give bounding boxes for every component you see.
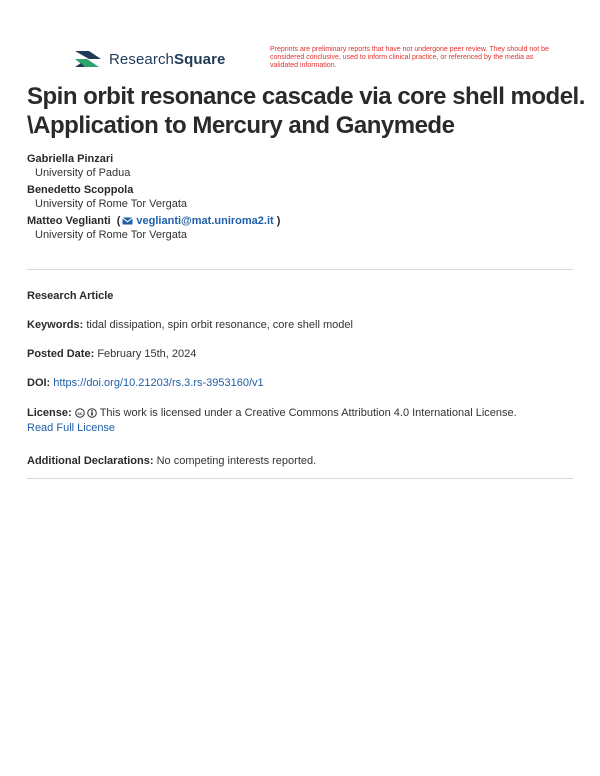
author-affiliation: University of Rome Tor Vergata bbox=[35, 198, 188, 210]
author-affiliation: University of Rome Tor Vergata bbox=[35, 229, 188, 241]
divider bbox=[27, 269, 573, 270]
doi-link[interactable]: https://doi.org/10.21203/rs.3.rs-3953160/v1 bbox=[53, 377, 264, 389]
additional-declarations: Additional Declarations: No competing interests reported. bbox=[27, 455, 317, 467]
author-name-row bbox=[27, 214, 280, 228]
posted-date: Posted Date: February 15th, 2024 bbox=[27, 348, 197, 360]
paper-title: Spin orbit resonance cascade via core shell model. \Application to Mercury and Ganymede bbox=[27, 83, 585, 139]
license: License: cc This work is licensed under a Creative Commons Attribution 4.0 International License. Read Full License bbox=[27, 407, 517, 434]
author-name: Gabriella Pinzari bbox=[27, 153, 114, 165]
svg-text:cc: cc bbox=[77, 411, 83, 416]
author-name: Matteo Veglianti bbox=[27, 215, 111, 227]
author-affiliation: University of Padua bbox=[35, 167, 131, 179]
author-email-link[interactable]: veglianti@mat.uniroma2.it bbox=[136, 215, 274, 227]
research-square-logo-icon bbox=[73, 48, 103, 70]
author bbox=[27, 183, 280, 211]
read-full-license-link[interactable]: Read Full License bbox=[27, 422, 116, 434]
author-list bbox=[27, 152, 280, 245]
author bbox=[27, 214, 280, 242]
author-email-wrap: ( veglianti@mat.uniroma2.it ) bbox=[116, 215, 281, 227]
cc-icon bbox=[75, 408, 85, 418]
preprint-disclaimer: Preprints are preliminary reports that have not undergone peer review. They should not be considered conclusive, used to inform clinical practice, or referenced by the media as validated information. bbox=[270, 46, 549, 69]
keywords: Keywords: tidal dissipation, spin orbit resonance, core shell model bbox=[27, 319, 353, 331]
doi: DOI: https://doi.org/10.21203/rs.3.rs-3953160/v1 bbox=[27, 377, 264, 389]
envelope-icon bbox=[122, 217, 133, 225]
license-icons bbox=[75, 408, 97, 418]
article-type: Research Article bbox=[27, 290, 114, 302]
logo-text: ResearchSquare bbox=[109, 50, 226, 68]
author bbox=[27, 152, 280, 180]
divider bbox=[27, 478, 573, 479]
research-square-logo[interactable] bbox=[73, 48, 225, 70]
by-icon bbox=[87, 408, 97, 418]
author-name: Benedetto Scoppola bbox=[27, 184, 134, 196]
